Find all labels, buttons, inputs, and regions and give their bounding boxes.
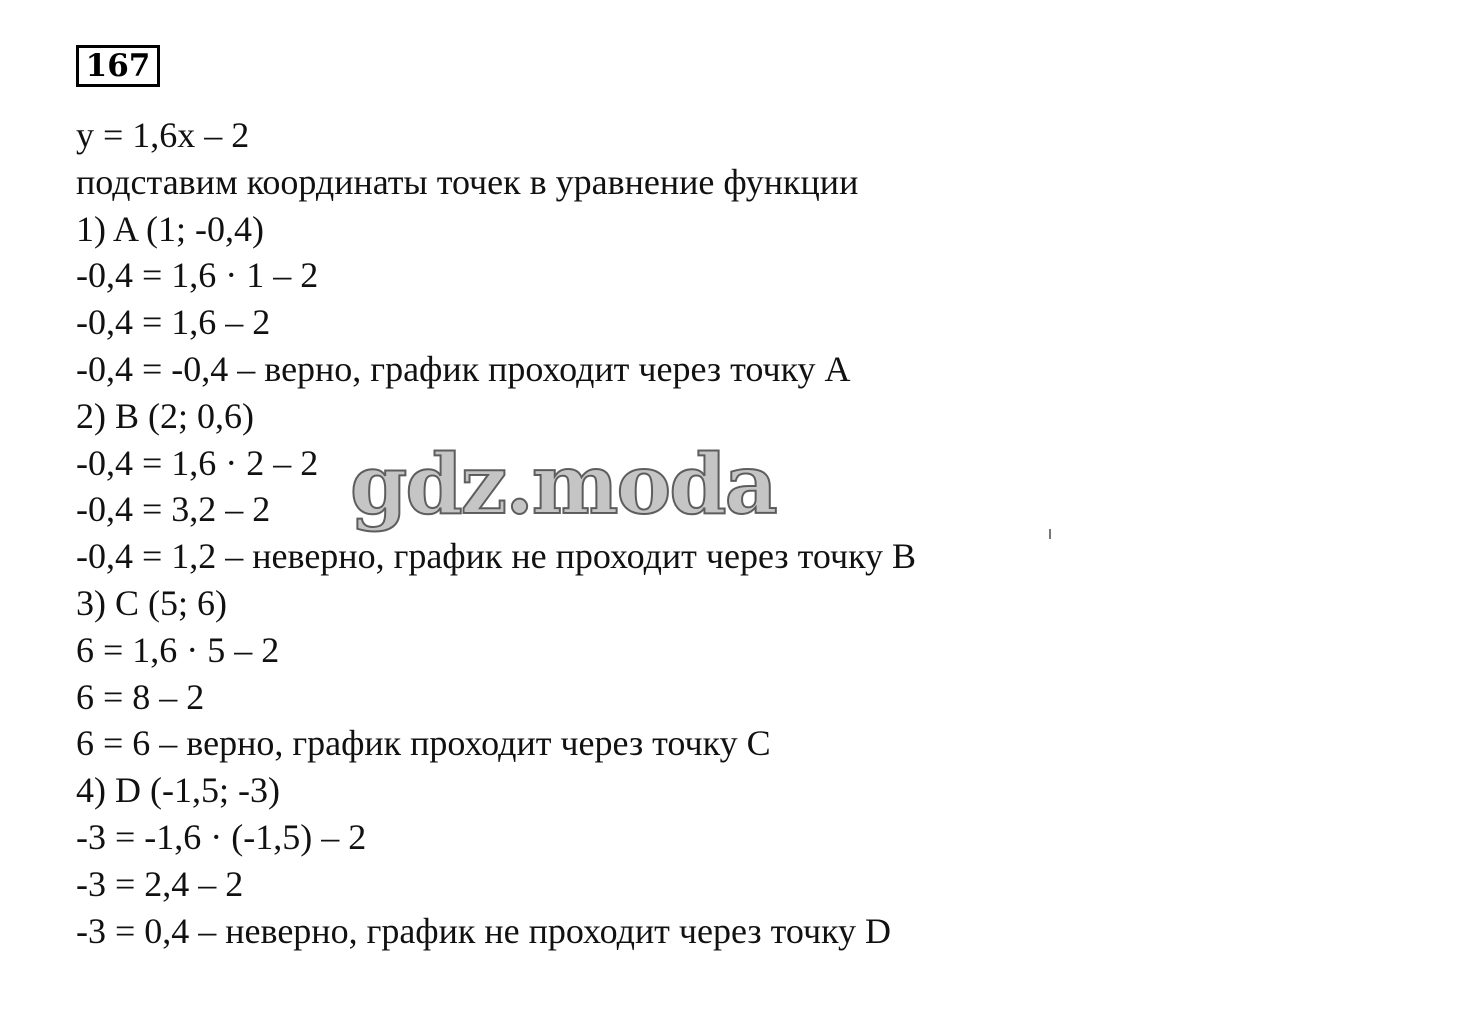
point-c-step-1: 6 = 1,6 · 5 – 2 [76, 629, 280, 670]
point-b-conclusion: -0,4 = 1,2 – неверно, график не проходит через точку B [76, 536, 917, 577]
point-d-conclusion: -3 = 0,4 – неверно, график не проходит через точку D [76, 910, 892, 951]
point-b-step-2: -0,4 = 3,2 – 2 [76, 489, 271, 530]
task-number-box: 167 [76, 45, 160, 87]
point-c-conclusion: 6 = 6 – верно, график проходит через точку C [76, 723, 771, 764]
point-d-heading: 4) D (-1,5; -3) [76, 770, 280, 811]
watermark-logo: gdz.moda [350, 437, 776, 533]
point-a-step-1: -0,4 = 1,6 · 1 – 2 [76, 255, 319, 296]
point-d-step-1: -3 = -1,6 · (-1,5) – 2 [76, 816, 367, 857]
point-a-conclusion: -0,4 = -0,4 – верно, график проходит через точку A [76, 348, 851, 389]
point-c-heading: 3) C (5; 6) [76, 582, 227, 623]
solution-text [76, 112, 1376, 954]
scan-mark [1049, 529, 1051, 539]
point-a-step-2: -0,4 = 1,6 – 2 [76, 302, 271, 343]
instruction-line: подставим координаты точек в уравнение функции [76, 161, 859, 202]
point-b-step-1: -0,4 = 1,6 · 2 – 2 [76, 442, 319, 483]
point-a-heading: 1) A (1; -0,4) [76, 208, 264, 249]
point-d-step-2: -3 = 2,4 – 2 [76, 863, 244, 904]
equation-line: y = 1,6x – 2 [76, 115, 250, 155]
point-c-step-2: 6 = 8 – 2 [76, 676, 205, 717]
point-b-heading: 2) B (2; 0,6) [76, 395, 254, 436]
